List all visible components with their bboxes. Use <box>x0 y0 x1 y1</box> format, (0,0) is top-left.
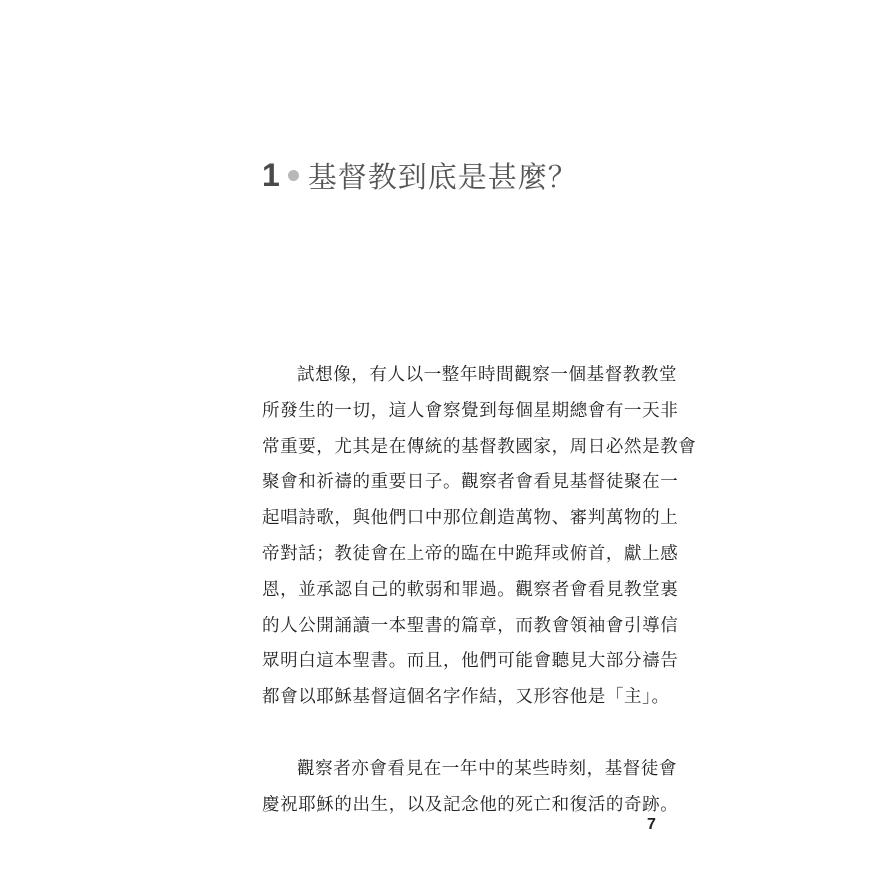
paragraph-2-line: 觀察者亦會看見在一年中的某些時刻，基督徒會 <box>297 758 678 779</box>
paragraph-1-line: 眾明白這本聖書。而且，他們可能會聽見大部分禱告 <box>262 651 679 672</box>
chapter-bullet-dot <box>288 170 299 181</box>
paragraph-1-line: 起唱詩歌，與他們口中那位創造萬物、審判萬物的上 <box>262 508 679 529</box>
paragraph-2-line: 慶祝耶穌的出生，以及記念他的死亡和復活的奇跡。 <box>262 794 679 815</box>
paragraph-1-line: 恩，並承認自己的軟弱和罪過。觀察者會看見教堂裏 <box>262 579 679 600</box>
paragraph-1-line: 的人公開誦讀一本聖書的篇章，而教會領袖會引導信 <box>262 615 679 636</box>
body-text <box>262 358 697 824</box>
paragraph-1-line: 所發生的一切，這人會察覺到每個星期總會有一天非 <box>262 400 679 421</box>
paragraph-1-line: 都會以耶穌基督這個名字作結，又形容他是「主」。 <box>262 687 670 708</box>
chapter-heading <box>262 150 578 200</box>
chapter-number: 1 <box>262 156 280 193</box>
paragraph-gap <box>262 716 662 752</box>
page-number: 7 <box>647 816 656 833</box>
paragraph-1-line: 常重要，尤其是在傳統的基督教國家，周日必然是教會 <box>262 436 697 457</box>
paragraph-1-line: 試想像，有人以一整年時間觀察一個基督教教堂 <box>297 365 678 385</box>
paragraph-1-line: 帝對話；教徒會在上帝的臨在中跪拜或俯首，獻上感 <box>262 543 679 564</box>
paragraph-1-line: 聚會和祈禱的重要日子。觀察者會看見基督徒聚在一 <box>262 472 679 493</box>
chapter-title: 基督教到底是甚麼？ <box>307 159 578 194</box>
